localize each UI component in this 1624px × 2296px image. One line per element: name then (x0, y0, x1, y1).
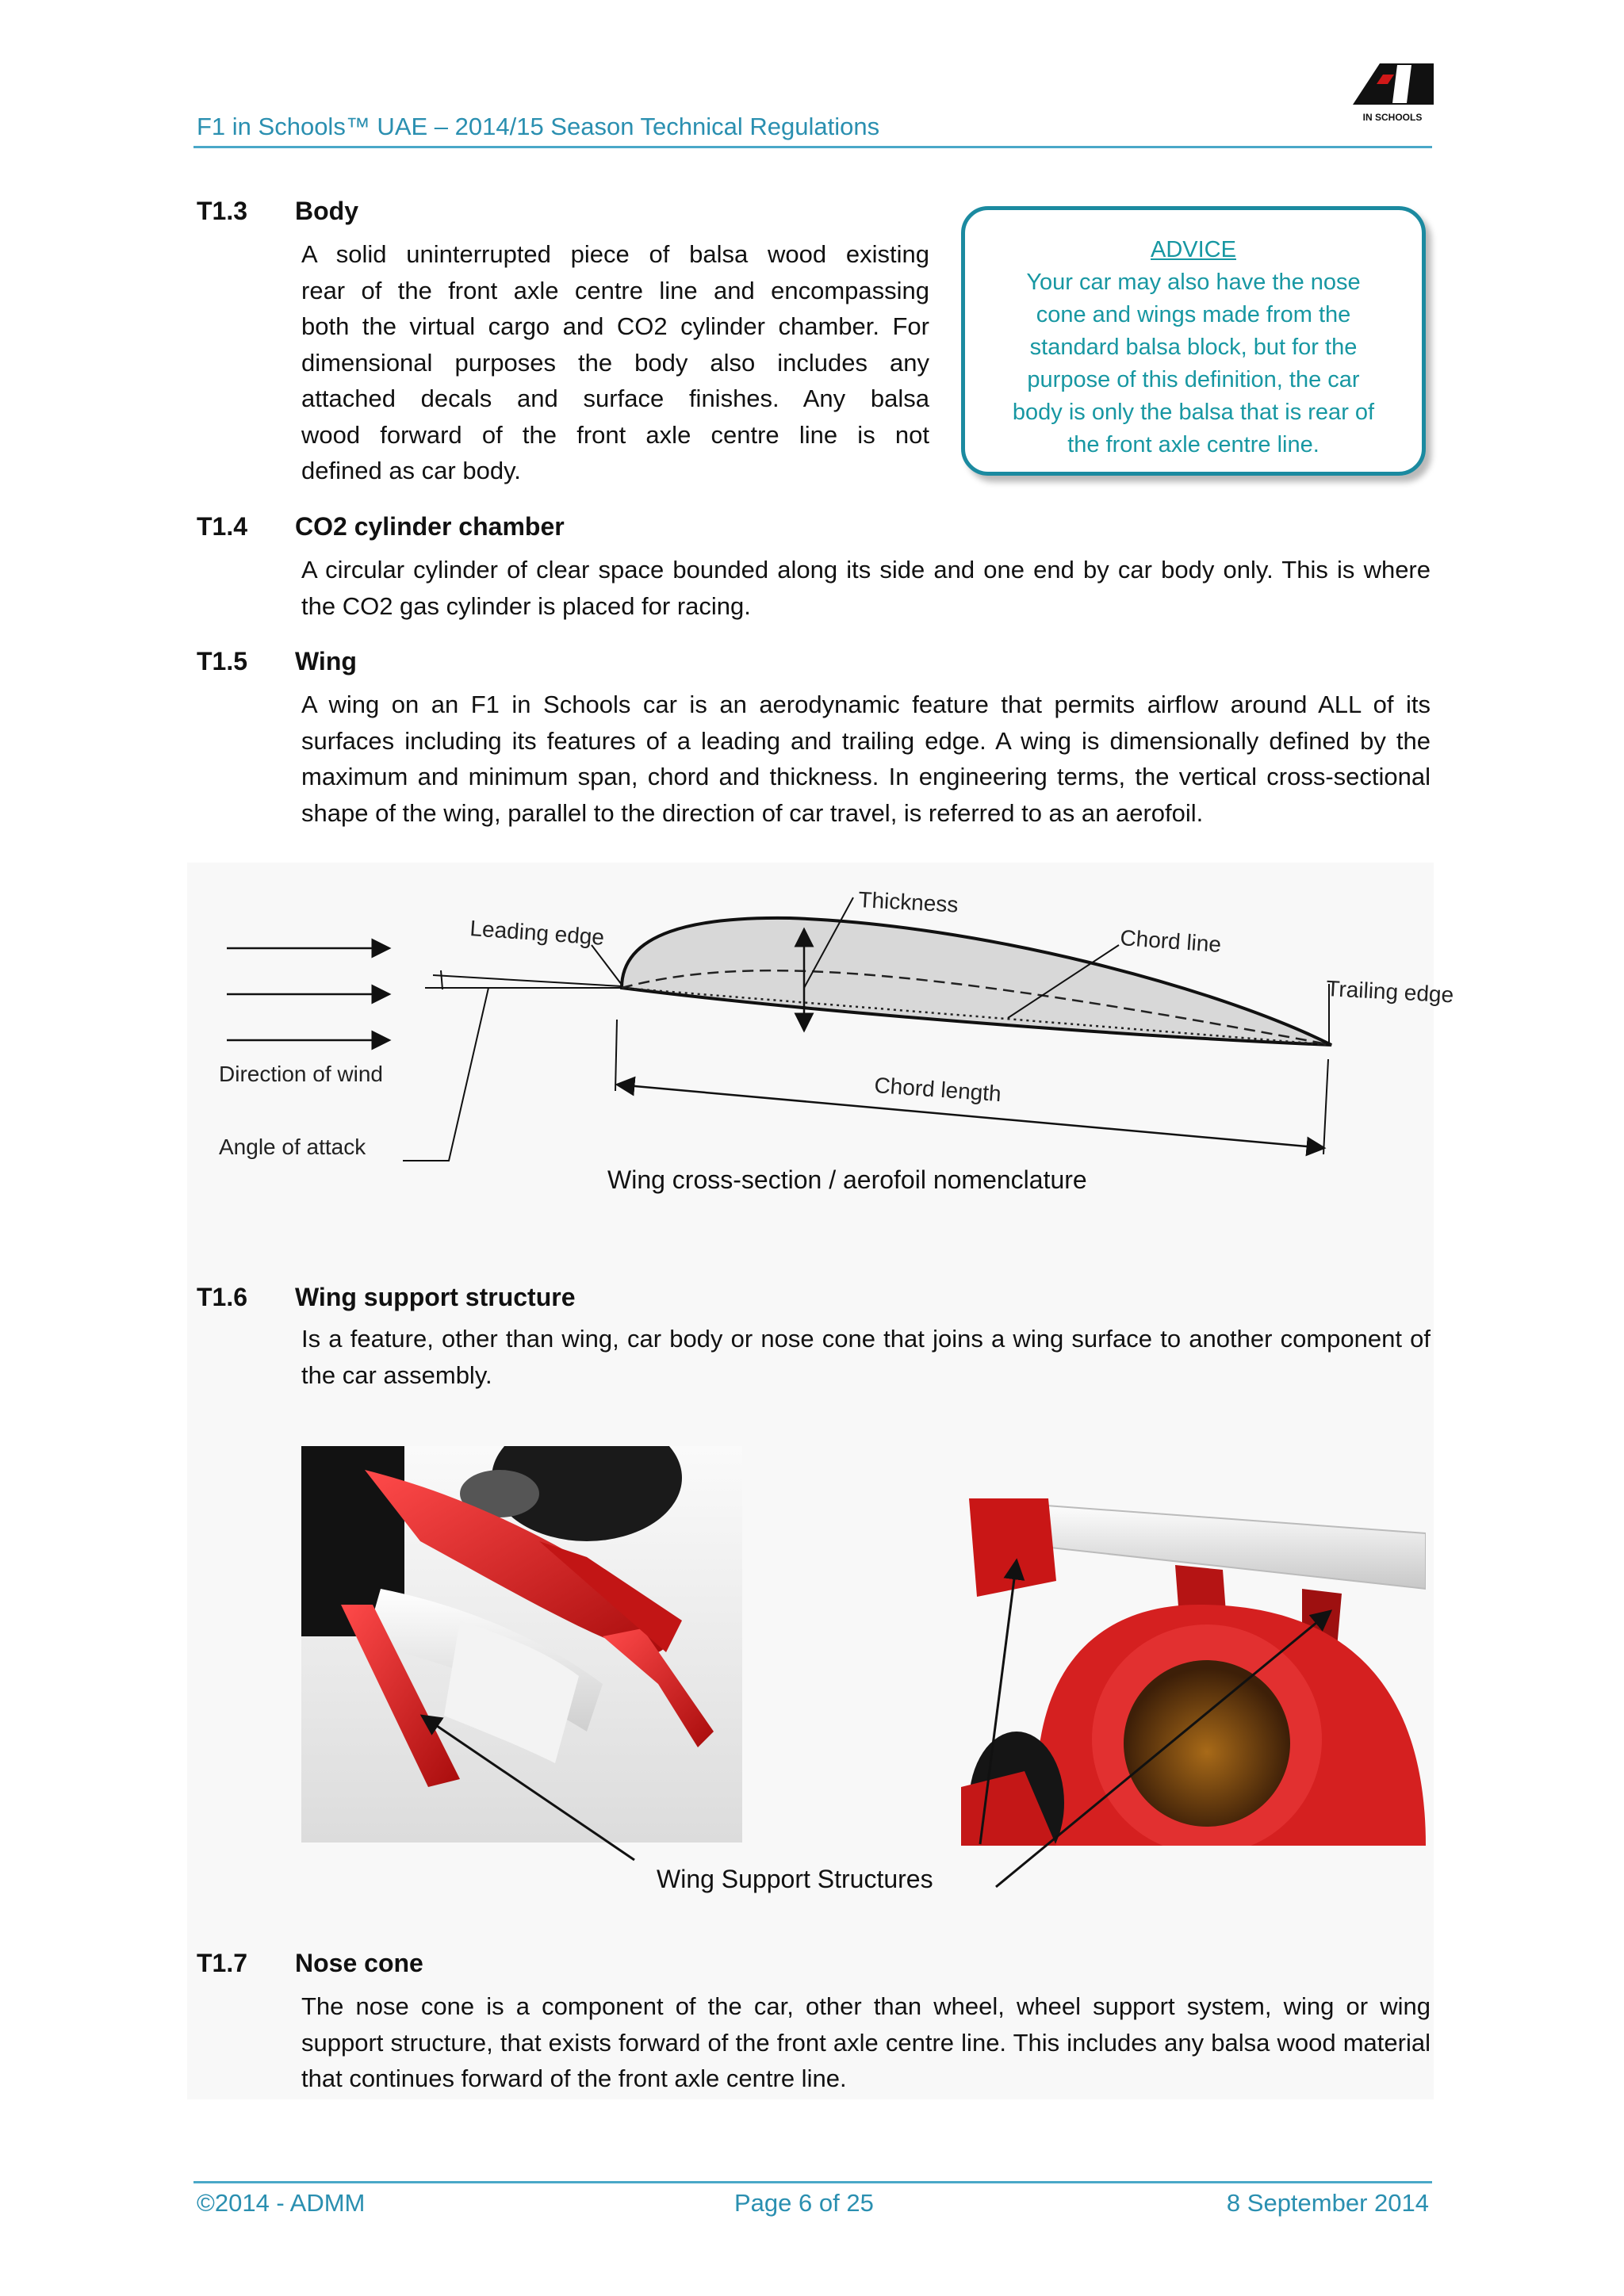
aerofoil-caption: Wing cross-section / aerofoil nomenclature (607, 1165, 1087, 1194)
advice-line: Your car may also have the nose (1026, 270, 1361, 295)
label-chord-line: Chord line (1119, 925, 1223, 957)
label-thickness: Thickness (857, 887, 959, 917)
section-number: T1.7 (197, 1949, 248, 1977)
section-number: T1.3 (197, 197, 248, 225)
text-line: dimensional purposes the body also includes any (301, 348, 929, 377)
section-number: T1.4 (197, 512, 248, 541)
text-line: defined as car body. (301, 457, 521, 484)
section-number: T1.6 (197, 1283, 248, 1311)
advice-line: cone and wings made from the (1036, 302, 1351, 327)
advice-line: body is only the balsa that is rear of (1012, 400, 1375, 425)
label-trailing-edge: Trailing edge (1325, 976, 1454, 1008)
pointer-front-support (422, 1716, 634, 1860)
section-title: Nose cone (295, 1949, 423, 1977)
footer-rule (193, 2181, 1432, 2183)
footer-date: 8 September 2014 (1226, 2189, 1429, 2217)
wing-paragraph: A wing on an F1 in Schools car is an aerodynamic feature that permits airflow around ALL of its surfaces including its features of a leading and trailing edge. A wing is dimensionally defined by the maximum and minimum span, chord and thickness. In engineering terms, the vertical cross-sectional shape of the wing, parallel to the direction of car travel, is referred to as an aerofoil. (301, 691, 1431, 827)
wing-support-paragraph: Is a feature, other than wing, car body or nose cone that joins a wing surface to another component of the car assembly. (301, 1325, 1431, 1389)
footer-page-number: Page 6 of 25 (734, 2189, 874, 2217)
advice-heading: ADVICE (1151, 237, 1236, 262)
text-line: rear of the front axle centre line and encompassing (301, 276, 929, 304)
text-line: A solid uninterrupted piece of balsa wood existing (301, 240, 929, 268)
co2-chamber-paragraph: A circular cylinder of clear space bounded along its side and one end by car body only. This is where the CO2 gas cylinder is placed for racing. (301, 556, 1431, 620)
label-chord-length: Chord length (873, 1073, 1002, 1107)
section-title: Wing (295, 647, 357, 675)
label-leading-edge: Leading edge (469, 916, 606, 950)
section-heading-t1-7 (0, 1949, 793, 1980)
footer-copyright: ©2014 - ADMM (197, 2189, 366, 2217)
section-title: Body (295, 197, 358, 225)
pointer-rear-strut (996, 1611, 1331, 1887)
advice-line: standard balsa block, but for the (1029, 335, 1358, 360)
advice-line: purpose of this definition, the car (1027, 367, 1360, 392)
support-caption: Wing Support Structures (657, 1865, 933, 1893)
label-direction-of-wind: Direction of wind (219, 1062, 383, 1086)
advice-line: the front axle centre line. (1067, 432, 1320, 457)
text-line: wood forward of the front axle centre line is not (301, 420, 929, 449)
text-line: attached decals and surface finishes. Any balsa (301, 385, 929, 412)
text-line: both the virtual cargo and CO2 cylinder chamber. For (301, 312, 929, 340)
logo-text: IN SCHOOLS (1362, 112, 1423, 123)
section-number: T1.5 (197, 647, 248, 675)
pointer-rear-endplate (980, 1560, 1017, 1844)
section-title: CO2 cylinder chamber (295, 512, 565, 541)
nose-cone-paragraph: The nose cone is a component of the car, other than wheel, wheel support system, wing or wing support structure, that exists forward of the front axle centre line. This includes any balsa wood material that continues forward of the front axle centre line. (301, 1992, 1431, 2092)
label-angle-of-attack: Angle of attack (219, 1135, 366, 1159)
section-title: Wing support structure (295, 1283, 576, 1311)
header-title: F1 in Schools™ UAE – 2014/15 Season Technical Regulations (197, 113, 880, 140)
